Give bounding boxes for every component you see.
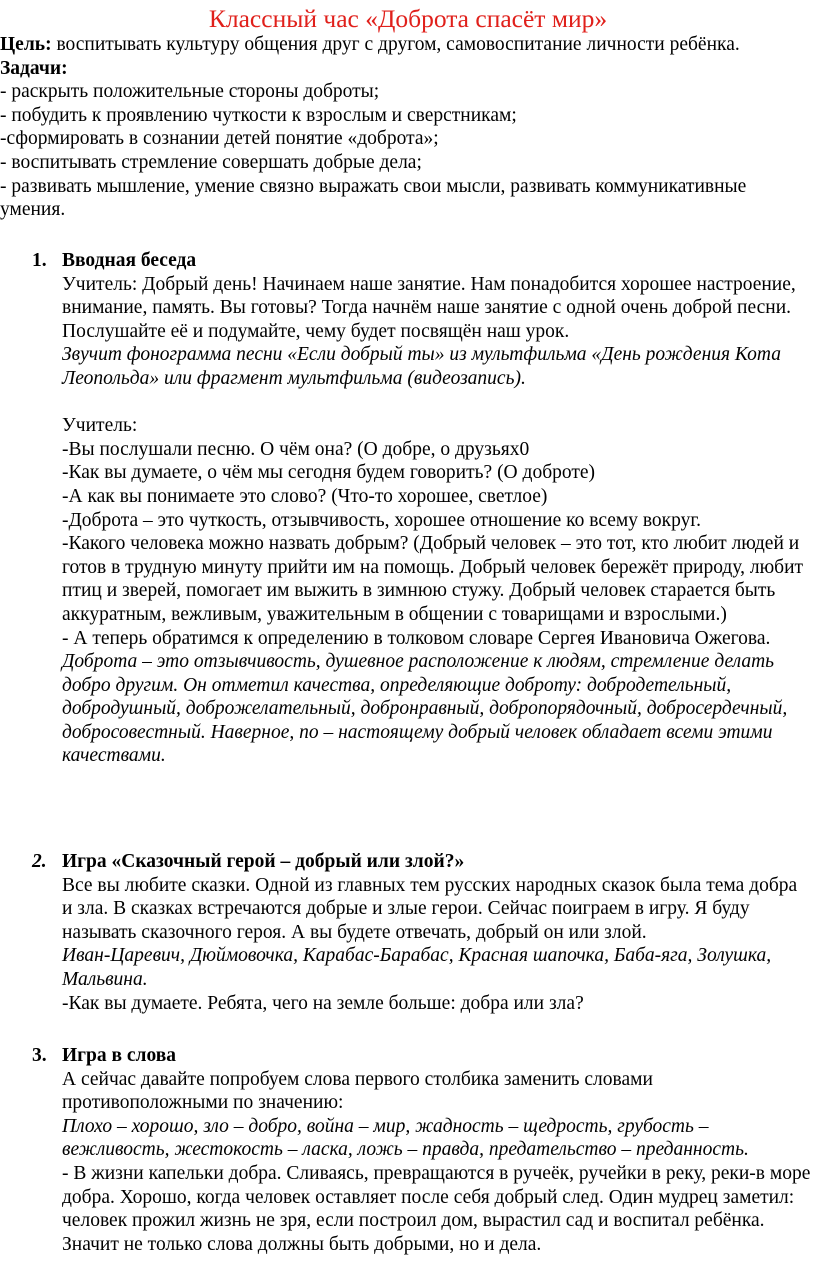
dialog-line: -Как вы думаете, о чём мы сегодня будем говорить? (О доброте) (62, 462, 596, 484)
task-item: - воспитывать стремление совершать добрые дела; (0, 151, 422, 173)
opposites-list: Плохо – хорошо, зло – добро, война – мир, жадность – щедрость, грубость – вежливость, жестокость – ласка, ложь – правда, предательство – преданность. (62, 1115, 749, 1161)
section-body (0, 874, 812, 1016)
section-body (0, 1068, 812, 1257)
tasks-label: Задачи: (0, 57, 68, 79)
goal-text: воспитывать культуру общения друг с другом, самовоспитание личности ребёнка. (51, 34, 740, 55)
section-word-game (0, 1044, 812, 1256)
section-number: 1. (32, 250, 47, 271)
goal-paragraph (0, 33, 812, 57)
section-title: Игра «Сказочный герой – добрый или злой?» (62, 851, 465, 872)
section-fairy-game (0, 850, 812, 1015)
section-number: 2. (32, 851, 47, 872)
task-item: -сформировать в сознании детей понятие «доброта»; (0, 128, 439, 150)
section-intro-talk (0, 249, 812, 768)
task-item: - раскрыть положительные стороны доброты; (0, 81, 380, 103)
section-heading (0, 1044, 812, 1068)
paragraph: Все вы любите сказки. Одной из главных тем русских народных сказок была тема добра и зла. В сказках встречаются добрые и злые герои. Сейчас поиграем в игру. Я буду называть сказочного героя. А вы будете отвечать, добрый он или злой. (62, 874, 798, 943)
dialog-line: -Вы послушали песню. О чём она? (О добре, о друзьях0 (62, 438, 530, 460)
section-number: 3. (32, 1045, 47, 1066)
teacher-label: Учитель: (62, 415, 138, 437)
section-heading (0, 850, 812, 874)
heroes-list: Иван-Царевич, Дюймовочка, Карабас-Барабас, Красная шапочка, Баба-яга, Золушка, Мальвина. (62, 945, 772, 990)
dialog-line: - А теперь обратимся к определению в толковом словаре Сергея Ивановича Ожегова. (62, 627, 771, 649)
dialog-line: -А как вы понимаете это слово? (Что-то хорошее, светлое) (62, 485, 548, 507)
section-title: Игра в слова (62, 1045, 177, 1066)
dialog-line: -Какого человека можно назвать добрым? (Добрый человек – это тот, кто любит людей и готов в трудную минуту прийти им на помощь. Добрый человек бережёт природу, любит птиц и зверей, помогает им выжить в зимнюю стужу. Добрый человек старается быть аккуратным, вежливым, уважительным в общении с товарищами и взрослыми.) (62, 533, 804, 625)
goal-label: Цель: (0, 34, 52, 55)
section-heading (0, 249, 812, 273)
task-item: - побудить к проявлению чуткости к взрослым и сверстникам; (0, 104, 517, 126)
page-title: Классный час «Доброта спасёт мир» (208, 4, 608, 33)
question-line: -Как вы думаете. Ребята, чего на земле больше: добра или зла? (62, 992, 584, 1014)
paragraph: А сейчас давайте попробуем слова первого столбика заменить словами противоположными по значению: (62, 1068, 653, 1114)
task-item: - развивать мышление, умение связно выражать свои мысли, развивать коммуникативные умения. (0, 175, 747, 221)
paragraph: - В жизни капельки добра. Сливаясь, превращаются в ручеёк, ручейки в реку, реки-в море добра. Хорошо, когда человек оставляет после себя добрый след. Один мудрец заметил: человек прожил жизнь не зря, если построил дом, вырастил сад и воспитал ребёнка. Значит не только слова должны быть добрыми, но и дела. (62, 1162, 811, 1255)
italic-note: Звучит фонограмма песни «Если добрый ты» из мультфильма «День рождения Кота Леопольда» или фрагмент мультфильма (видеозапись). (62, 344, 781, 389)
intro-block (0, 33, 812, 222)
section-body (0, 273, 812, 768)
dialog-line: -Доброта – это чуткость, отзывчивость, хорошее отношение ко всему вокруг. (62, 509, 702, 531)
paragraph: Учитель: Добрый день! Начинаем наше занятие. Нам понадобится хорошее настроение, внимание, память. Вы готовы? Тогда начнём наше занятие с одной очень доброй песни. Послушайте её и подумайте, чему будет посвящён наш урок. (62, 273, 796, 342)
definition-text: Доброта – это отзывчивость, душевное расположение к людям, стремление делать добро другим. Он отметил качества, определяющие доброту: добродетельный, добродушный, доброжелательный, добронравный, добропорядочный, добросердечный, добросовестный. Наверное, по – настоящему добрый человек обладает всеми этими качествами. (62, 651, 788, 767)
section-title: Вводная беседа (62, 250, 197, 271)
